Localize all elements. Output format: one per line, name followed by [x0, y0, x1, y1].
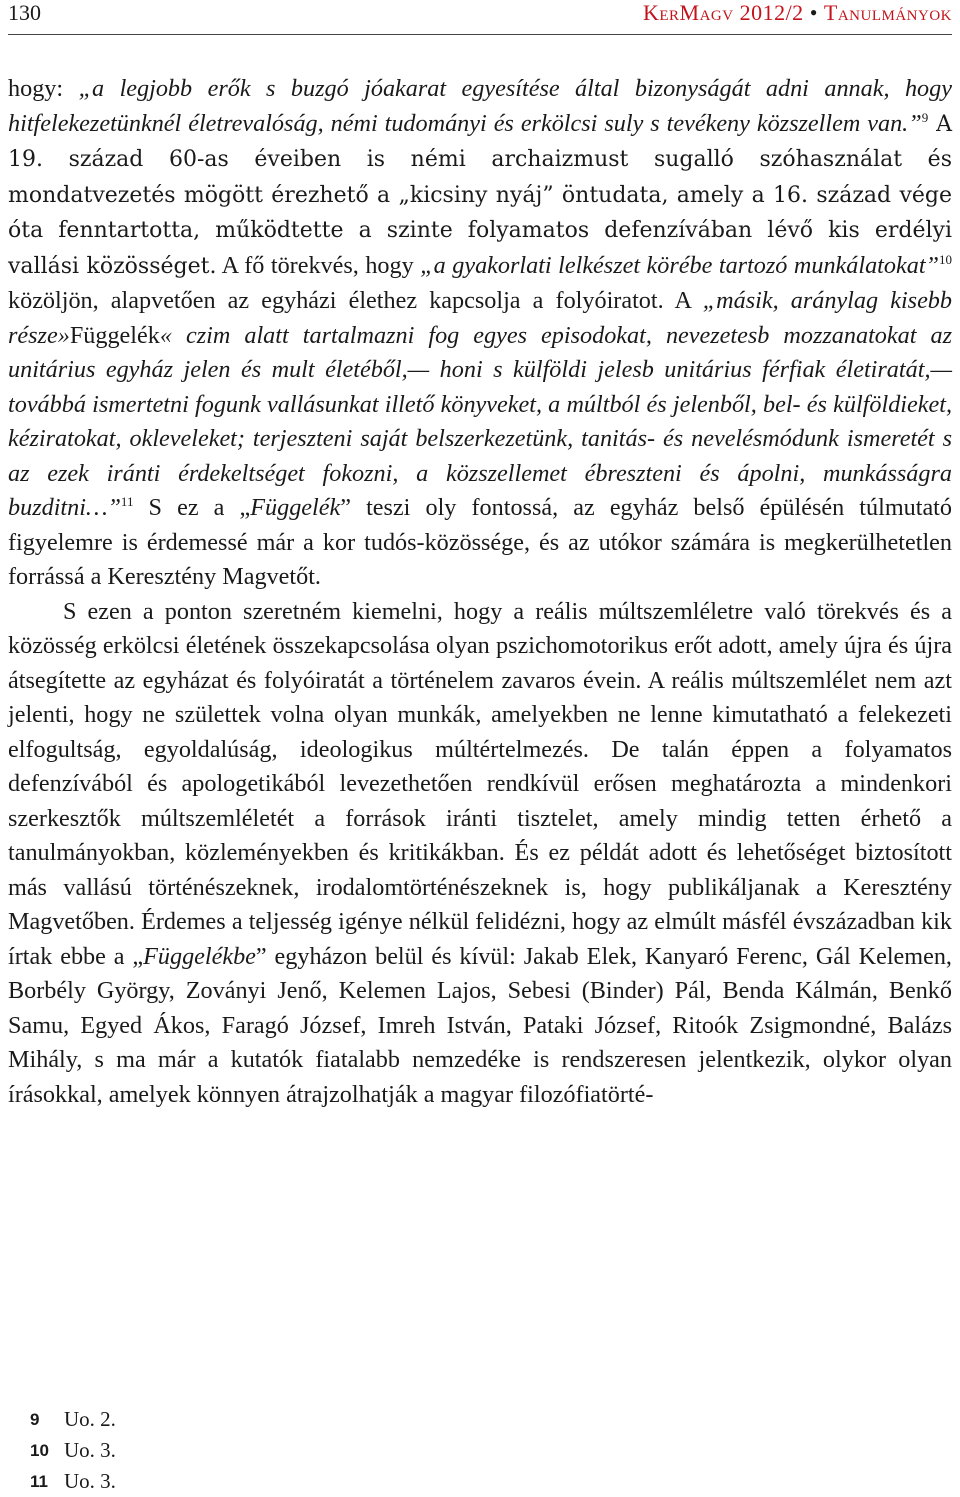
running-head — [643, 0, 952, 26]
footnote-text: Uo. 3. — [64, 1469, 116, 1493]
section-title: Tanulmányok — [823, 0, 952, 25]
journal-title: KerMagv 2012/2 — [642, 0, 804, 25]
paragraph-1 — [8, 72, 952, 595]
quote: „a gyakorlati lelkészet körébe tartozó munkálatokat” — [420, 251, 939, 279]
text-run: közöljön, alapvetően az egyházi élethez kapcsolja a folyóiratot. A — [8, 287, 703, 314]
quote: Függelék — [250, 494, 341, 521]
footnote — [30, 1404, 116, 1435]
text-run: S ez a „ — [133, 494, 251, 521]
text-run: ” egyházon belül és kívül: Jakab Elek, Kanyaró Ferenc, Gál Kelemen, Borbély György, Zoványi Jenő, Kelemen Lajos, Sebesi (Binder) Pál, Benda Kálmán, Benkő Samu, Egyed Ákos, Faragó József, Imreh István, Pataki József, Ritoók Zsigmondné, Balázs Mihály, s ma már a kutatók fiatalabb nemzedéke is rendszeresen jelentkezik, olykor olyan írásokkal, amelyek könnyen átrajzolhatják a magyar filozófiatörté- — [8, 942, 952, 1108]
footnote-number: 10 — [30, 1441, 49, 1460]
quote: „a legjobb erők s buzgó jóakarat egyesítése által bizonyságát adni annak, hogy hitfelekezetünknél életrevalóság, némi tudományi és erkölcsi suly s tevékeny közszellem van.” — [8, 75, 952, 137]
header-separator: • — [809, 0, 818, 25]
quote: « czim alatt tartalmazni fog egyes episodokat, nevezetesb mozzanatokat az unitárius egyház jelen és mult életéből,— honi s külföldi jelesb unitárius férfiak életiratát,— továbbá ismertetni fogunk vallásunkat illető könyveket, a múltból és jelenből, bel- és külföldieket, kéziratokat, okleveleket; terjeszteni saját belszerkezetünk, tanitás- és nevelésmódunk ismeretét s az ezek iránti érdekeltséget fokozni, a közszellemet ébreszteni és ápolni, munkásságra buzditni…” — [8, 321, 952, 521]
text-run: Függelék — [69, 321, 160, 349]
text-run: A 19. század 60-as éveiben is némi archaizmust sugalló szóhasználat és mondatvezetés mögött érezhető a „kicsiny nyáj” öntudata, amely a 16. század vége óta fenntartotta, működtette a szinte folyamatos defenzívában lévő kis erdélyi vallási közösséget. — [8, 111, 952, 279]
paragraph-2 — [8, 595, 952, 1113]
footnote-number: 9 — [30, 1410, 40, 1429]
quote: „másik, aránylag kisebb része» — [8, 287, 952, 349]
text-run: hogy: — [8, 75, 79, 102]
text-run: ” teszi oly fontossá, az egyház belső épülésén túlmutató figyelemre is érdemessé már a kor tudós-közössége, és az utókor számára is megkerülhetetlen forrássá a Keresztény Magvetőt. — [8, 494, 952, 590]
page-header — [8, 0, 952, 35]
text-run: A fő törekvés, hogy — [216, 251, 421, 279]
text-run: S ezen a ponton szeretném kiemelni, hogy a reális múltszemléletre való törekvés és a közösség erkölcsi életének összekapcsolása olyan pszichomotorikus erőt adott, amely újra és újra átsegítette az egyházat és folyóiratát a történelem zavaros évein. A reális múltszemlélet nem azt jelenti, hogy ne születtek volna olyan munkák, amelyekben ne lenne kimutatható a felekezeti elfogultság, egyoldalúság, ideologikus múltértelmezés. De talán éppen a folyamatos defenzívából és apologetikából levezethetően rendkívül erősen meghatározta a mindenkori szerkesztők múltszemléletét a források iránti tisztelet, amely mindig tetten érhető a tanulmányokban, közleményekben és kritikákban. És ez példát adott és lehetőséget biztosított más vallású történészeknek, irodalomtörténészeknek is, hogy publikáljanak a Keresztény Magvetőben. Érdemes a teljesség igénye nélkül felidézni, hogy az elmúlt másfél évszázadban kik írtak ebbe a „ — [8, 597, 952, 970]
footnote — [30, 1466, 116, 1497]
footnote-ref: 10 — [939, 251, 952, 267]
footnote — [30, 1435, 116, 1466]
footnote-ref: 11 — [120, 494, 134, 509]
main-text — [8, 72, 952, 1112]
quote: Függelékbe — [143, 942, 256, 970]
footnotes — [30, 1404, 116, 1497]
page-number: 130 — [8, 0, 41, 25]
footnote-number: 11 — [30, 1472, 48, 1491]
footnote-text: Uo. 2. — [64, 1407, 116, 1431]
footnote-text: Uo. 3. — [64, 1438, 116, 1462]
footnote-ref: 9 — [921, 109, 929, 125]
